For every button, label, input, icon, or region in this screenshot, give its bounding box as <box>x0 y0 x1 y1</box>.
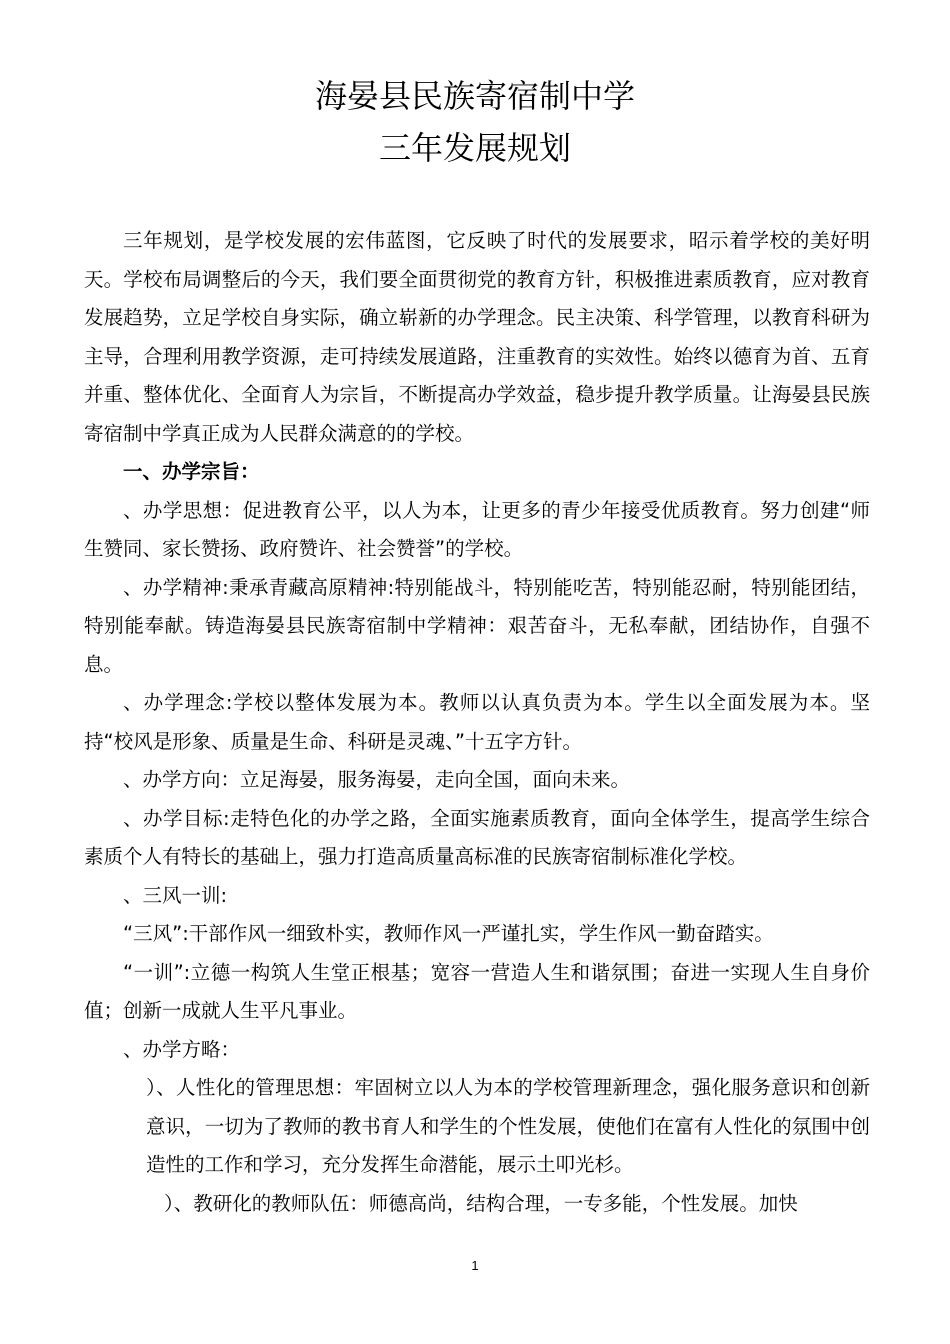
strategy-item-2: ）、教研化的教师队伍：师德高尚，结构合理，一专多能，个性发展。加快 <box>164 1191 798 1215</box>
item-spirit: 、办学精神:秉承青藏高原精神:特别能战斗，特别能吃苦，特别能忍耐，特别能团结，特别能奉献。铸造海晏县民族寄宿制中学精神：艰苦奋斗，无私奉献，团结协作，自强不息。 <box>84 575 870 676</box>
item-one-motto: “一训”:立德一构筑人生堂正根基；宽容一营造人生和谐氛围；奋进一实现人生自身价值；创新一成就人生平凡事业。 <box>84 960 870 1022</box>
intro-paragraph: 三年规划，是学校发展的宏伟蓝图，它反映了时代的发展要求，昭示着学校的美好明天。学校布局调整后的今天，我们要全面贯彻党的教育方针，积极推进素质教育，应对教育发展趋势，立足学校自身实际，确立崭新的办学理念。民主决策、科学管理，以教育科研为主导，合理利用教学资源，走可持续发展道路，注重教育的实效性。始终以德育为首、五育并重、整体优化、全面育人为宗旨，不断提高办学效益，稳步提升教学质量。让海晏县民族寄宿制中学真正成为人民群众满意的的学校。 <box>84 229 870 445</box>
item-direction: 、办学方向：立足海晏，服务海晏，走向全国，面向未来。 <box>123 768 631 791</box>
item-concept: 、办学理念:学校以整体发展为本。教师以认真负责为本。学生以全面发展为本。坚持“校风是形象、质量是生命、科研是灵魂、”十五字方针。 <box>84 691 870 753</box>
item-philosophy: 、办学思想：促进教育公平，以人为本，让更多的青少年接受优质教育。努力创建“师生赞同、家长赞扬、政府赞许、社会赞誉”的学校。 <box>84 498 870 560</box>
item-strategy: 、办学方略： <box>123 1037 241 1061</box>
page-number: 1 <box>471 1258 479 1273</box>
item-goal: 、办学目标:走特色化的办学之路，全面实施素质教育，面向全体学生，提高学生综合素质个人有特长的基础上，强力打造高质量高标准的民族寄宿制标准化学校。 <box>84 806 870 868</box>
item-three-one: 、三风一训: <box>123 883 228 907</box>
document-subtitle: 三年发展规划 <box>378 129 571 167</box>
item-three-styles: “三风”:干部作风一细致朴实，教师作风一严谨扎实，学生作风一勤奋踏实。 <box>123 922 774 945</box>
document-body <box>84 222 870 1223</box>
section-heading-purpose: 一、办学宗旨： <box>123 460 260 483</box>
document-title: 海晏县民族寄宿制中学 <box>314 77 635 115</box>
strategy-item-1: ）、人性化的管理思想：牢固树立以人为本的学校管理新理念，强化服务意识和创新意识，一切为了教师的教书育人和学生的个性发展，使他们在富有人性化的氛围中创造性的工作和学习，充分发挥生命潜能，展示土叩光杉。 <box>146 1076 870 1176</box>
